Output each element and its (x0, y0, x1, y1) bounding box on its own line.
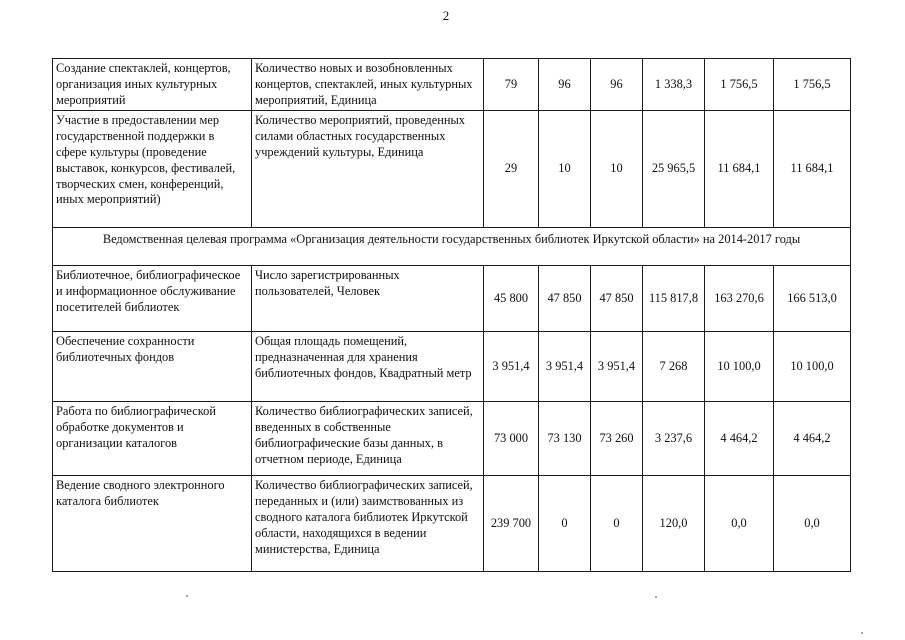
value-cell: 47 850 (539, 266, 591, 332)
value-cell: 1 756,5 (774, 59, 851, 111)
value-cell: 73 130 (539, 402, 591, 476)
value-cell: 47 850 (591, 266, 643, 332)
value-cell: 10 (591, 111, 643, 228)
section-header-row (53, 228, 851, 266)
scan-speck (655, 596, 657, 598)
value-cell: 115 817,8 (643, 266, 705, 332)
value-cell: 3 951,4 (591, 332, 643, 402)
value-cell: 45 800 (484, 266, 539, 332)
value-cell: 163 270,6 (705, 266, 774, 332)
value-cell: 0 (539, 476, 591, 572)
value-cell: 29 (484, 111, 539, 228)
value-cell: 96 (591, 59, 643, 111)
value-cell: 120,0 (643, 476, 705, 572)
indicator-cell: Количество библиографических записей, введенных в собственные библиографические базы данных, в отчетном периоде, Единица (252, 402, 484, 476)
service-name-cell: Библиотечное, библиографическое и информационное обслуживание посетителей библиотек (53, 266, 252, 332)
value-cell: 0,0 (705, 476, 774, 572)
scan-speck (861, 632, 863, 634)
value-cell: 1 756,5 (705, 59, 774, 111)
value-cell: 11 684,1 (705, 111, 774, 228)
table-row (53, 59, 851, 111)
value-cell: 96 (539, 59, 591, 111)
value-cell: 73 000 (484, 402, 539, 476)
value-cell: 3 237,6 (643, 402, 705, 476)
value-cell: 25 965,5 (643, 111, 705, 228)
indicator-cell: Общая площадь помещений, предназначенная для хранения библиотечных фондов, Квадратный метр (252, 332, 484, 402)
value-cell: 10 (539, 111, 591, 228)
value-cell: 239 700 (484, 476, 539, 572)
indicator-cell: Количество новых и возобновленных концертов, спектаклей, иных культурных мероприятий, Единица (252, 59, 484, 111)
value-cell: 79 (484, 59, 539, 111)
table-row (53, 111, 851, 228)
service-name-cell: Ведение сводного электронного каталога библиотек (53, 476, 252, 572)
value-cell: 7 268 (643, 332, 705, 402)
value-cell: 11 684,1 (774, 111, 851, 228)
value-cell: 4 464,2 (705, 402, 774, 476)
service-name-cell: Обеспечение сохранности библиотечных фондов (53, 332, 252, 402)
value-cell: 73 260 (591, 402, 643, 476)
table-row (53, 332, 851, 402)
value-cell: 0,0 (774, 476, 851, 572)
value-cell: 3 951,4 (484, 332, 539, 402)
value-cell: 3 951,4 (539, 332, 591, 402)
table-row (53, 402, 851, 476)
scan-speck (186, 595, 188, 597)
table-row (53, 476, 851, 572)
value-cell: 10 100,0 (705, 332, 774, 402)
service-name-cell: Участие в предоставлении мер государственной поддержки в сфере культуры (проведение выставок, конкурсов, фестивалей, творческих смен, конференций, иных мероприятий) (53, 111, 252, 228)
indicator-cell: Количество мероприятий, проведенных силами областных государственных учреждений культуры, Единица (252, 111, 484, 228)
page-number: 2 (442, 8, 450, 23)
indicator-cell: Число зарегистрированных пользователей, Человек (252, 266, 484, 332)
services-table (52, 58, 851, 572)
value-cell: 0 (591, 476, 643, 572)
value-cell: 10 100,0 (774, 332, 851, 402)
service-name-cell: Работа по библиографической обработке документов и организации каталогов (53, 402, 252, 476)
value-cell: 1 338,3 (643, 59, 705, 111)
service-name-cell: Создание спектаклей, концертов, организация иных культурных мероприятий (53, 59, 252, 111)
value-cell: 4 464,2 (774, 402, 851, 476)
indicator-cell: Количество библиографических записей, переданных и (или) заимствованных из сводного каталога библиотек Иркутской области, находящихся в ведении министерства, Единица (252, 476, 484, 572)
program-section-title: Ведомственная целевая программа «Организация деятельности государственных библиотек Иркутской области» на 2014-2017 годы (53, 228, 851, 266)
value-cell: 166 513,0 (774, 266, 851, 332)
table-row (53, 266, 851, 332)
